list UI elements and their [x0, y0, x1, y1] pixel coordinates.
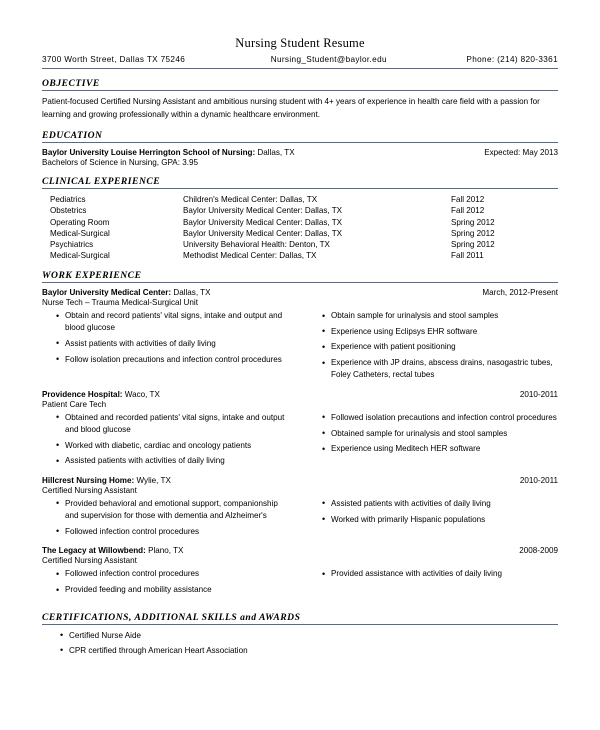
education-expected: Expected: May 2013: [484, 148, 558, 158]
clinical-term: Spring 2012: [451, 228, 495, 238]
clinical-term: Spring 2012: [451, 217, 495, 227]
work-bullets-left: [42, 411, 292, 471]
page-title: Nursing Student Resume: [235, 36, 365, 50]
clinical-area: Operating Room: [50, 217, 110, 227]
list-item: • CPR certified through American Heart Association: [60, 645, 558, 657]
clinical-term: Fall 2012: [451, 206, 485, 216]
clinical-area: Medical-Surgical: [50, 228, 110, 238]
objective-text: Patient-focused Certified Nursing Assistant and ambitious nursing student with 4+ years of experience in health care field with a passion for learning and growing professionally within a dynamic healthcare environment.: [42, 97, 540, 119]
work-org-line: [42, 288, 211, 297]
list-item: • Certified Nurse Aide: [60, 630, 558, 642]
list-item: • Followed infection control procedures: [56, 526, 292, 538]
work-org-line: [42, 476, 171, 485]
work-bullets-right: [308, 411, 558, 471]
work-location: Waco, TX: [124, 389, 160, 399]
work-org: The Legacy at Willowbend:: [42, 546, 146, 556]
clinical-site: Children's Medical Center: Dallas, TX: [183, 195, 318, 205]
clinical-area: Psychiatrics: [50, 239, 94, 249]
list-item: • Experience using Meditech HER software: [322, 443, 558, 455]
work-bullets-right: [308, 497, 558, 541]
education-entry: [42, 148, 558, 157]
clinical-term: Fall 2012: [451, 195, 485, 205]
contact-address: 3700 Worth Street, Dallas TX 75246: [42, 55, 186, 64]
work-date: 2010-2011: [519, 475, 558, 485]
list-item: • Experience with patient positioning: [322, 341, 558, 353]
list-item: • Obtain and record patients' vital signs, intake and output and blood glucose: [56, 310, 292, 334]
work-role: Nurse Tech – Trauma Medical-Surgical Unit: [42, 298, 198, 308]
work-bullets-right: [308, 567, 558, 599]
table-row: [42, 216, 558, 227]
list-item: • Experience using Eclipsys EHR software: [322, 326, 558, 338]
work-role: Certified Nursing Assistant: [42, 485, 137, 495]
table-row: [42, 239, 558, 250]
work-bullets-left: [42, 567, 292, 599]
work-bullets: [42, 497, 558, 541]
table-row: [42, 194, 558, 205]
work-entry-header: [42, 476, 558, 485]
work-location: Dallas, TX: [173, 288, 211, 298]
work-org: Hillcrest Nursing Home:: [42, 475, 135, 485]
education-location: Dallas, TX: [257, 148, 295, 158]
section-heading-certifications: CERTIFICATIONS, ADDITIONAL SKILLS and AWARDS: [42, 611, 301, 623]
list-item: • Assisted patients with activities of daily living: [56, 455, 292, 467]
work-entry-header: [42, 390, 558, 399]
work-bullets-right: [308, 309, 558, 385]
list-item: • Provided behavioral and emotional support, companionship and supervision for those with dementia and Alzheimer's: [56, 498, 292, 522]
clinical-site: Methodist Medical Center: Dallas, TX: [183, 251, 317, 261]
work-entry-header: [42, 288, 558, 297]
work-org-line: [42, 546, 183, 555]
work-role: Patient Care Tech: [42, 399, 107, 409]
contact-phone: Phone: (214) 820-3361: [466, 55, 558, 64]
clinical-area: Obstetrics: [50, 206, 87, 216]
list-item: • Obtained sample for urinalysis and stool samples: [322, 428, 558, 440]
work-bullets: [42, 567, 558, 599]
table-row: [42, 250, 558, 261]
education-divider: [42, 142, 558, 143]
list-item: • Follow isolation precautions and infection control procedures: [56, 354, 292, 366]
work-org: Baylor University Medical Center:: [42, 288, 172, 298]
table-row: [42, 228, 558, 239]
section-heading-education: EDUCATION: [42, 130, 103, 142]
list-item: • Worked with diabetic, cardiac and oncology patients: [56, 440, 292, 452]
work-bullets: [42, 309, 558, 385]
work-date: 2008-2009: [519, 546, 558, 556]
clinical-site: Baylor University Medical Center: Dallas, TX: [183, 206, 343, 216]
list-item: • Assist patients with activities of daily living: [56, 338, 292, 350]
work-role: Certified Nursing Assistant: [42, 556, 137, 566]
list-item: • Followed isolation precautions and infection control procedures: [322, 412, 558, 424]
clinical-site: Baylor University Medical Center: Dallas, TX: [183, 228, 343, 238]
work-date: March, 2012-Present: [482, 288, 558, 298]
list-item: • Assisted patients with activities of daily living: [322, 498, 558, 510]
certifications-list: [42, 630, 558, 657]
clinical-site: University Behavioral Health: Denton, TX: [183, 239, 330, 249]
section-heading-objective: OBJECTIVE: [42, 78, 100, 89]
clinical-site: Baylor University Medical Center: Dallas, TX: [183, 217, 343, 227]
work-location: Plano, TX: [148, 546, 184, 556]
work-org: Providence Hospital:: [42, 389, 123, 399]
contact-email: Nursing_Student@baylor.edu: [270, 55, 387, 64]
work-bullets-left: [42, 497, 292, 541]
list-item: • Obtained and recorded patients' vital signs, intake and output and blood glucose: [56, 412, 292, 436]
certifications-divider: [42, 624, 558, 625]
work-date: 2010-2011: [519, 389, 558, 399]
work-org-line: [42, 390, 160, 399]
education-school: Baylor University Louise Herrington School of Nursing:: [42, 148, 256, 158]
clinical-area: Pediatrics: [50, 195, 86, 205]
work-entry-header: [42, 546, 558, 555]
work-location: Wylie, TX: [136, 475, 171, 485]
list-item: • Followed infection control procedures: [56, 568, 292, 580]
education-school-line: [42, 148, 295, 157]
clinical-term: Spring 2012: [451, 239, 495, 249]
list-item: • Experience with JP drains, abscess drains, nasogastric tubes, Foley Catheters, rectal tubes: [322, 357, 558, 381]
list-item: • Worked with primarily Hispanic populations: [322, 514, 558, 526]
list-item: • Provided assistance with activities of daily living: [322, 568, 558, 580]
work-bullets-left: [42, 309, 292, 385]
education-degree: Bachelors of Science in Nursing, GPA: 3.95: [42, 158, 198, 168]
work-bullets: [42, 411, 558, 471]
header-divider: [42, 68, 558, 69]
clinical-term: Fall 2011: [451, 251, 484, 261]
table-row: [42, 205, 558, 216]
list-item: • Obtain sample for urinalysis and stool samples: [322, 310, 558, 322]
clinical-table: [42, 194, 558, 261]
clinical-area: Medical-Surgical: [50, 251, 110, 261]
list-item: • Provided feeding and mobility assistance: [56, 584, 292, 596]
section-heading-clinical: CLINICAL EXPERIENCE: [42, 176, 161, 188]
section-heading-work: WORK EXPERIENCE: [42, 270, 142, 282]
contact-line: [42, 55, 558, 68]
work-divider: [42, 282, 558, 283]
objective-divider: [42, 90, 558, 91]
clinical-divider: [42, 188, 558, 189]
